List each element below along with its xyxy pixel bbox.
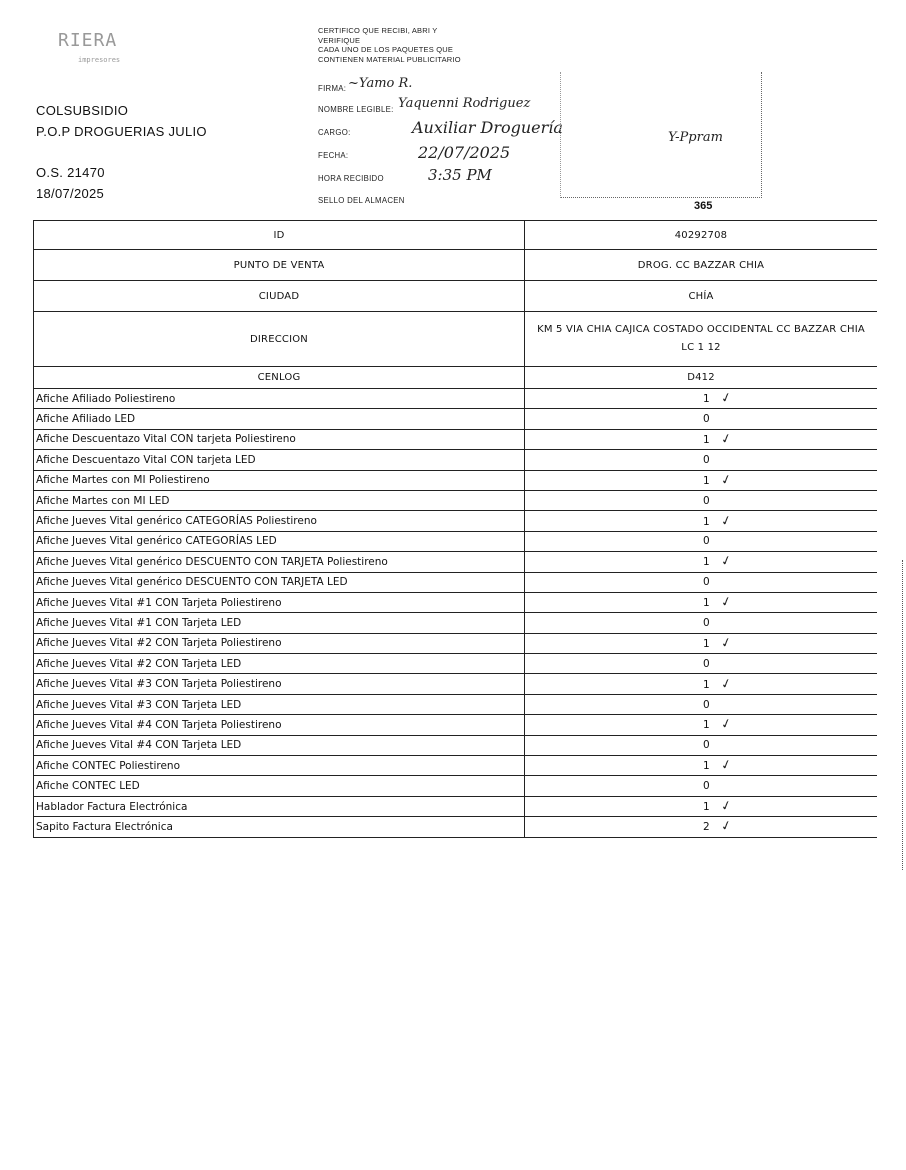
- table-row: [34, 531, 878, 551]
- item-name: Afiche Jueves Vital genérico DESCUENTO CON TARJETA Poliestireno: [34, 552, 525, 572]
- item-quantity-cell: [525, 694, 878, 714]
- stamp-number: 365: [694, 200, 713, 212]
- item-name: Afiche Jueves Vital #1 CON Tarjeta Poliestireno: [34, 592, 525, 612]
- firma-label: FIRMA:: [318, 84, 347, 93]
- sello-label: SELLO DEL ALMACEN: [318, 196, 405, 205]
- stamp-signature: Y-Ppram: [668, 130, 723, 145]
- checkmark-icon: ✓: [719, 471, 734, 489]
- project-name: P.O.P DROGUERIAS JULIO: [36, 124, 207, 139]
- order-number: O.S. 21470: [36, 165, 105, 180]
- checkmark-icon: ✓: [719, 390, 734, 408]
- item-quantity-cell: [525, 796, 878, 816]
- table-row: [34, 613, 878, 633]
- cert-line: CERTIFICO QUE RECIBI, ABRI Y: [318, 26, 438, 35]
- fecha-value: 22/07/2025: [418, 143, 511, 162]
- field-label: ID: [34, 221, 525, 250]
- company-logo: [58, 30, 173, 72]
- nombre-value: Yaquenni Rodriguez: [398, 96, 531, 111]
- hora-label: HORA RECIBIDO: [318, 174, 384, 183]
- table-row: [34, 756, 878, 776]
- table-row: [34, 450, 878, 470]
- item-quantity: 0: [703, 494, 710, 507]
- item-quantity-cell: [525, 613, 878, 633]
- item-quantity-cell: [525, 470, 878, 490]
- field-label: PUNTO DE VENTA: [34, 250, 525, 281]
- item-quantity-cell: [525, 490, 878, 510]
- item-quantity-cell: [525, 429, 878, 449]
- item-name: Afiche Descuentazo Vital CON tarjeta Poliestireno: [34, 429, 525, 449]
- client-block: [36, 100, 207, 142]
- item-name: Afiche Jueves Vital #4 CON Tarjeta Poliestireno: [34, 715, 525, 735]
- firma-signature: ~Yamo R.: [348, 76, 413, 91]
- item-name: Afiche Afiliado Poliestireno: [34, 389, 525, 409]
- item-name: Afiche Jueves Vital genérico DESCUENTO CON TARJETA LED: [34, 572, 525, 592]
- hora-value: 3:35 PM: [428, 166, 492, 184]
- table-row: [34, 470, 878, 490]
- cert-line: VERIFIQUE: [318, 35, 361, 45]
- checkmark-icon: ✓: [719, 797, 734, 816]
- item-quantity: 1: [703, 597, 710, 610]
- item-quantity-cell: [525, 735, 878, 755]
- item-quantity: 1: [703, 678, 710, 691]
- item-name: Afiche Jueves Vital #1 CON Tarjeta LED: [34, 613, 525, 633]
- item-quantity-cell: [525, 633, 878, 653]
- item-name: Sapito Factura Electrónica: [34, 817, 525, 837]
- table-row: [34, 715, 878, 735]
- field-value: CHÍA: [525, 281, 878, 312]
- store-stamp: [560, 72, 762, 198]
- field-label: CIUDAD: [34, 281, 525, 312]
- item-quantity: 0: [703, 616, 710, 629]
- table-row: [34, 776, 878, 796]
- table-row: [34, 490, 878, 510]
- item-name: Afiche CONTEC LED: [34, 776, 525, 796]
- item-quantity-cell: [525, 531, 878, 551]
- item-quantity-cell: [525, 674, 878, 694]
- order-date: 18/07/2025: [36, 186, 105, 201]
- table-row: [34, 796, 878, 816]
- field-value: 40292708: [525, 221, 878, 250]
- item-quantity: 1: [703, 719, 710, 732]
- item-quantity-cell: [525, 715, 878, 735]
- delivery-table: [33, 220, 877, 838]
- client-name: COLSUBSIDIO: [36, 103, 129, 118]
- item-quantity: 0: [703, 535, 710, 548]
- item-name: Afiche Jueves Vital genérico CATEGORÍAS Poliestireno: [34, 511, 525, 531]
- table-row: [34, 389, 878, 409]
- checkmark-icon: ✓: [719, 757, 734, 775]
- item-quantity: 1: [703, 637, 710, 650]
- item-quantity-cell: [525, 511, 878, 531]
- item-quantity: 0: [703, 576, 710, 589]
- item-quantity: 0: [703, 780, 710, 793]
- item-quantity-cell: [525, 572, 878, 592]
- item-name: Afiche Jueves Vital #3 CON Tarjeta LED: [34, 694, 525, 714]
- item-quantity-cell: [525, 776, 878, 796]
- item-quantity-cell: [525, 654, 878, 674]
- checkmark-icon: ✓: [719, 634, 734, 653]
- field-label: CENLOG: [34, 367, 525, 389]
- item-name: Afiche Jueves Vital genérico CATEGORÍAS LED: [34, 531, 525, 551]
- table-row-direccion: [34, 312, 878, 367]
- table-row: [34, 552, 878, 572]
- checkmark-icon: ✓: [719, 716, 734, 734]
- item-quantity: 1: [703, 801, 710, 813]
- item-quantity-cell: [525, 756, 878, 776]
- table-row: [34, 511, 878, 531]
- checkmark-icon: ✓: [719, 430, 734, 449]
- field-value: KM 5 VIA CHIA CAJICA COSTADO OCCIDENTAL CC BAZZAR CHIA LC 1 12: [525, 312, 878, 367]
- item-quantity: 1: [703, 393, 710, 406]
- logo-text: RIERA: [58, 30, 118, 51]
- logo-subtitle: impresores: [78, 56, 121, 64]
- table-row-id: [34, 221, 878, 250]
- table-row: [34, 572, 878, 592]
- nombre-label: NOMBRE LEGIBLE:: [318, 105, 394, 114]
- table-row: [34, 429, 878, 449]
- item-name: Afiche CONTEC Poliestireno: [34, 756, 525, 776]
- table-row: [34, 735, 878, 755]
- item-quantity-cell: [525, 389, 878, 409]
- table-row: [34, 654, 878, 674]
- table-row: [34, 633, 878, 653]
- item-name: Afiche Jueves Vital #2 CON Tarjeta Poliestireno: [34, 633, 525, 653]
- item-quantity: 1: [703, 474, 710, 487]
- table-row: [34, 409, 878, 429]
- item-name: Hablador Factura Electrónica: [34, 796, 525, 816]
- checkmark-icon: ✓: [719, 512, 734, 530]
- table-row-cenlog: [34, 367, 878, 389]
- cargo-label: CARGO:: [318, 128, 351, 137]
- item-quantity-cell: [525, 409, 878, 429]
- table-row: [34, 694, 878, 714]
- item-name: Afiche Martes con MI LED: [34, 490, 525, 510]
- item-quantity: 2: [703, 821, 710, 834]
- item-quantity: 1: [703, 760, 710, 773]
- order-block: [36, 162, 105, 204]
- table-row-ciudad: [34, 281, 878, 312]
- cargo-value: Auxiliar Droguería: [412, 118, 563, 137]
- table-row: [34, 674, 878, 694]
- item-quantity: 0: [703, 657, 710, 670]
- item-quantity-cell: [525, 450, 878, 470]
- cert-line: CONTIENEN MATERIAL PUBLICITARIO: [318, 54, 461, 64]
- item-name: Afiche Martes con MI Poliestireno: [34, 470, 525, 490]
- item-quantity-cell: [525, 817, 878, 837]
- item-name: Afiche Jueves Vital #2 CON Tarjeta LED: [34, 654, 525, 674]
- item-quantity: 0: [703, 698, 710, 711]
- field-label: DIRECCION: [34, 312, 525, 367]
- field-value: DROG. CC BAZZAR CHIA: [525, 250, 878, 281]
- table-row: [34, 592, 878, 612]
- item-quantity-cell: [525, 552, 878, 572]
- item-quantity: 0: [703, 739, 710, 752]
- item-quantity: 1: [703, 556, 710, 569]
- field-value: D412: [525, 367, 878, 389]
- cert-line: CADA UNO DE LOS PAQUETES QUE: [318, 45, 454, 54]
- item-quantity: 1: [703, 515, 710, 528]
- fecha-label: FECHA:: [318, 151, 349, 160]
- table-row-punto-de-venta: [34, 250, 878, 281]
- item-quantity: 0: [703, 453, 710, 466]
- checkmark-icon: ✓: [719, 675, 734, 693]
- item-name: Afiche Descuentazo Vital CON tarjeta LED: [34, 450, 525, 470]
- table-row: [34, 817, 878, 837]
- scan-margin-line: [902, 560, 903, 870]
- checkmark-icon: ✓: [719, 553, 734, 571]
- item-name: Afiche Afiliado LED: [34, 409, 525, 429]
- certification-text: [318, 26, 461, 64]
- item-quantity-cell: [525, 592, 878, 612]
- item-quantity: 0: [703, 413, 710, 426]
- checkmark-icon: ✓: [719, 818, 734, 836]
- item-name: Afiche Jueves Vital #3 CON Tarjeta Poliestireno: [34, 674, 525, 694]
- checkmark-icon: ✓: [719, 593, 734, 612]
- item-name: Afiche Jueves Vital #4 CON Tarjeta LED: [34, 735, 525, 755]
- item-quantity: 1: [703, 433, 710, 446]
